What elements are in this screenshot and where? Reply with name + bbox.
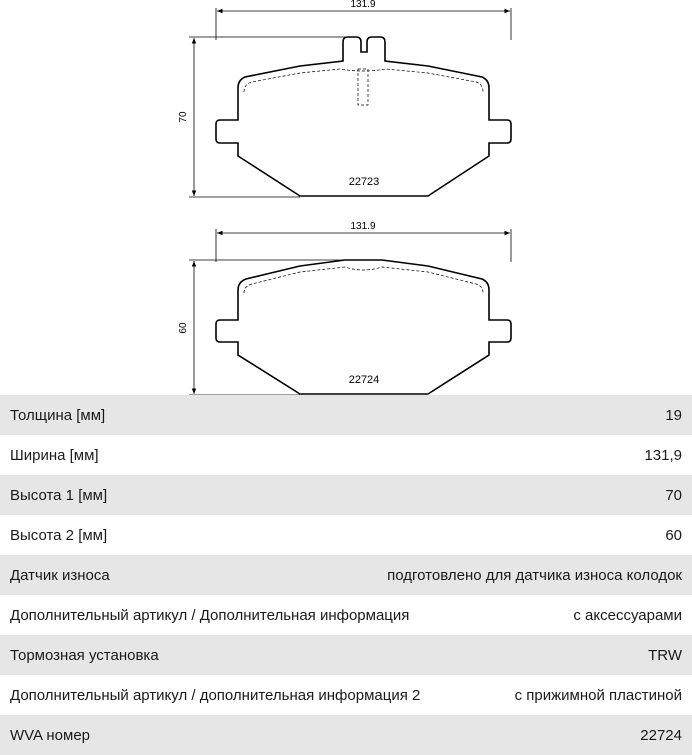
spec-row-height-2	[0, 515, 692, 555]
pad-1-width-label: 131.9	[350, 0, 376, 10]
spec-row-width	[0, 435, 692, 475]
spec-row-additional-info-2	[0, 675, 692, 715]
spec-label: Высота 2 [мм]	[10, 526, 108, 544]
spec-value: с прижимной пластиной	[514, 686, 682, 704]
spec-value: 60	[665, 526, 682, 544]
pad-1-outline	[216, 37, 511, 196]
spec-row-additional-info	[0, 595, 692, 635]
pad-1-drawing	[178, 0, 511, 197]
spec-label: Ширина [мм]	[10, 446, 99, 464]
pad-2-drawing	[178, 221, 511, 395]
spec-value: 19	[665, 406, 682, 424]
wear-sensor-slot	[358, 69, 368, 105]
spec-row-wva-number	[0, 715, 692, 755]
spec-value: 22724	[640, 726, 682, 744]
spec-value: 131,9	[644, 446, 682, 464]
spec-row-thickness	[0, 395, 692, 435]
spec-value: 70	[665, 486, 682, 504]
spec-label: WVA номер	[10, 726, 91, 744]
spec-row-height-1	[0, 475, 692, 515]
spec-row-brake-system	[0, 635, 692, 675]
spec-label: Высота 1 [мм]	[10, 486, 108, 504]
pad-1-height-label: 70	[178, 111, 189, 123]
specs-table	[0, 395, 692, 755]
pad-2-height-label: 60	[178, 322, 189, 334]
spec-label: Тормозная установка	[10, 646, 159, 664]
pad-1-part-number: 22723	[348, 176, 380, 188]
spec-row-wear-sensor	[0, 555, 692, 595]
spec-label: Дополнительный артикул / Дополнительная информация	[10, 606, 410, 624]
spec-value: подготовлено для датчика износа колодок	[387, 566, 682, 584]
spec-label: Датчик износа	[10, 566, 110, 584]
pad-2-width-label: 131.9	[350, 221, 376, 232]
spec-value: TRW	[648, 646, 682, 664]
pad-2-part-number: 22724	[348, 374, 380, 386]
spec-label: Толщина [мм]	[10, 406, 106, 424]
spec-value: с аксессуарами	[573, 606, 682, 624]
spec-label: Дополнительный артикул / дополнительная информация 2	[10, 686, 421, 704]
